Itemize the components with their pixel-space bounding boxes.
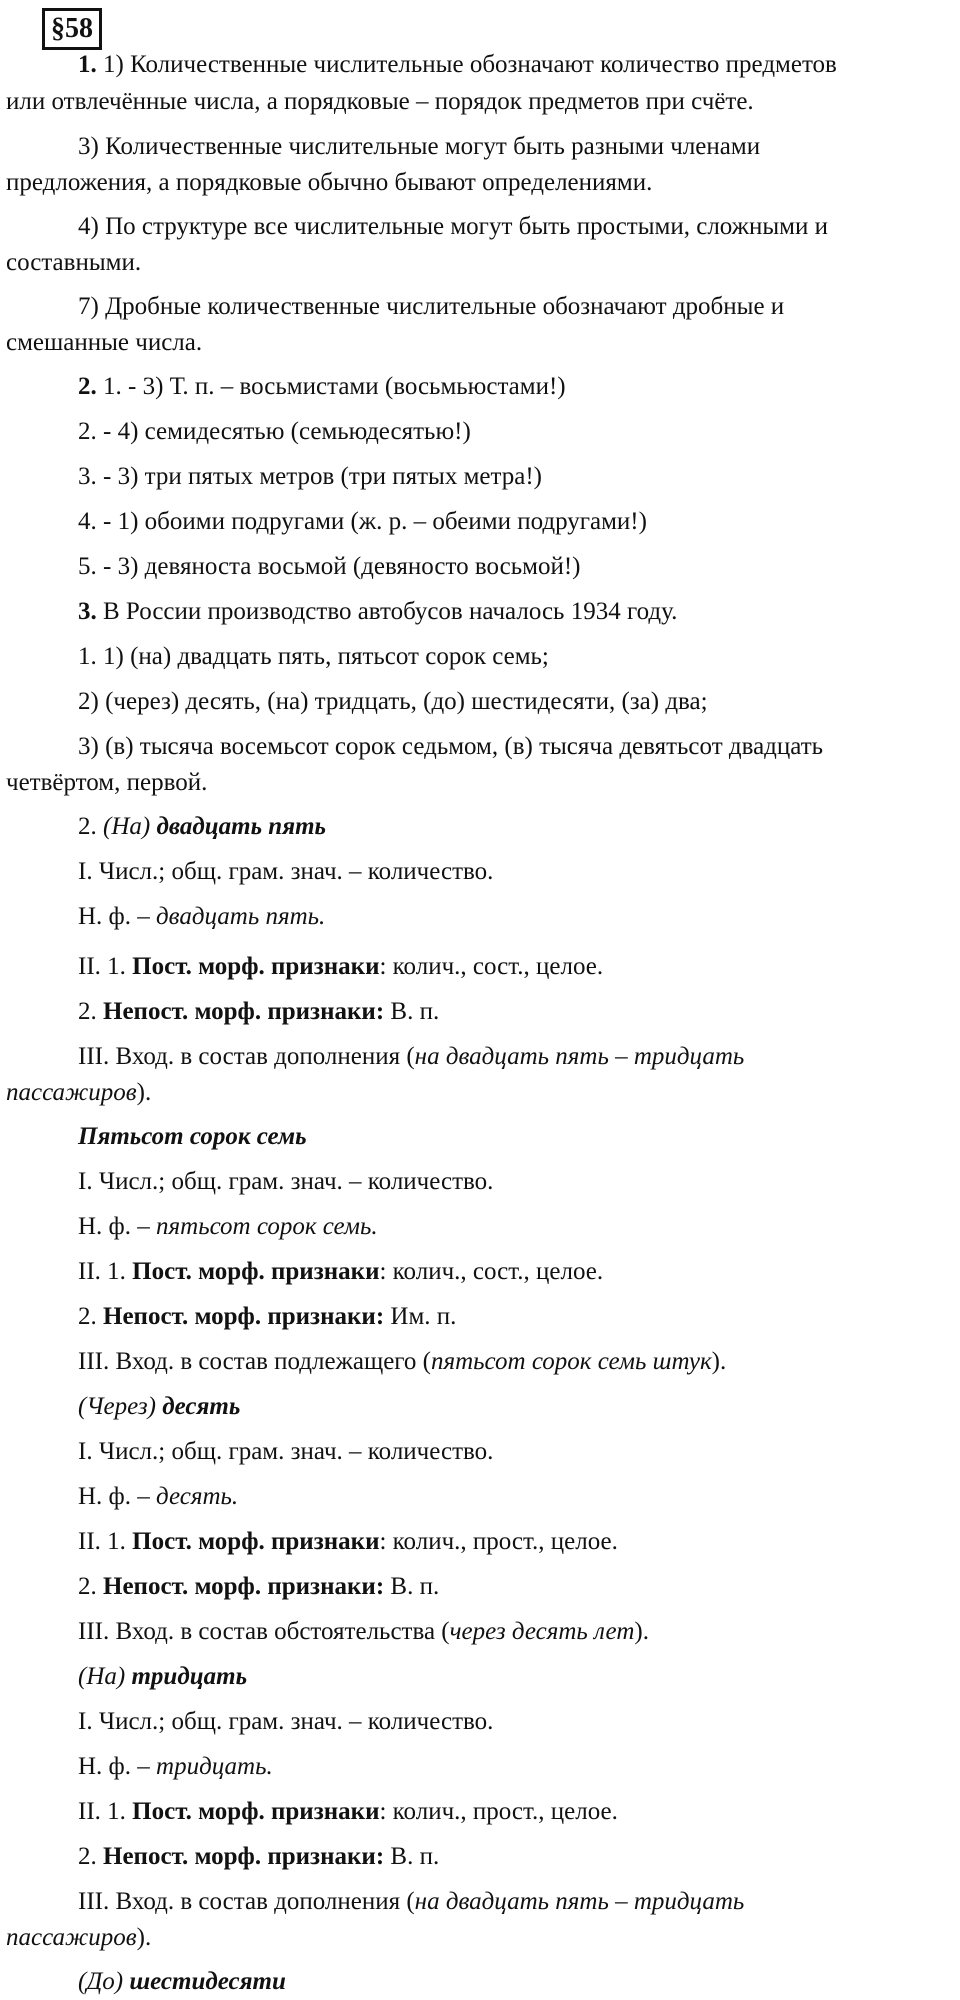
text-line	[0, 1078, 956, 1108]
text-line	[0, 597, 960, 627]
text-line	[0, 168, 956, 198]
text-run: (До)	[78, 1968, 130, 1995]
text-run: В России производство автобусов началось 1934 году.	[96, 598, 678, 625]
text-line	[0, 768, 956, 798]
text-run: В. п.	[384, 1573, 440, 1600]
text-run: Непост. морф. признаки:	[103, 998, 385, 1025]
text-run: : колич., сост., целое.	[379, 1258, 604, 1285]
text-run: на двадцать пять – тридцать	[414, 1043, 745, 1070]
text-line	[0, 952, 960, 982]
text-run: Непост. морф. признаки:	[103, 1843, 385, 1870]
text-run: через десять лет	[449, 1618, 635, 1645]
text-run: Н. ф. –	[78, 1753, 157, 1780]
text-run: Пост. морф. признаки	[132, 1258, 380, 1285]
text-run: предложения, а порядковые обычно бывают определениями.	[6, 169, 653, 196]
text-run: 2.	[78, 1573, 103, 1600]
text-run: Пост. морф. признаки	[132, 1528, 380, 1555]
text-run: 2.	[78, 1303, 103, 1330]
text-line	[0, 1527, 960, 1557]
text-line	[0, 902, 960, 932]
text-run: 2.	[78, 813, 103, 840]
text-line	[0, 1967, 960, 1997]
text-line	[0, 1752, 960, 1782]
text-run: 1.	[78, 51, 97, 78]
text-line	[0, 417, 960, 447]
text-run: тридцать	[131, 1663, 247, 1690]
text-run: Н. ф. –	[78, 1213, 157, 1240]
text-line	[0, 328, 956, 358]
text-run: десять.	[156, 1483, 239, 1510]
text-line	[0, 1482, 960, 1512]
text-run: (На)	[103, 813, 157, 840]
text-line	[0, 1437, 960, 1467]
text-run: В. п.	[384, 1843, 440, 1870]
text-line	[0, 132, 960, 162]
text-run: ).	[711, 1348, 727, 1375]
text-line	[0, 1042, 960, 1072]
text-run: пассажиров	[6, 1079, 137, 1106]
text-run: шестидесяти	[129, 1968, 286, 1995]
text-run: В. п.	[384, 998, 440, 1025]
text-line	[0, 1122, 960, 1152]
text-run: десять	[162, 1393, 241, 1420]
text-run: Н. ф. –	[78, 903, 157, 930]
text-run: Н. ф. –	[78, 1483, 157, 1510]
text-line	[0, 1617, 960, 1647]
text-line	[0, 1167, 960, 1197]
section-heading: §58	[42, 8, 102, 50]
text-line	[0, 507, 960, 537]
text-line	[0, 1257, 960, 1287]
text-line	[0, 1887, 960, 1917]
text-run: III. Вход. в состав обстоятельства (	[78, 1618, 450, 1645]
text-run: Пост. морф. признаки	[132, 1798, 380, 1825]
text-run: 7) Дробные количественные числительные обозначают дробные и	[78, 293, 785, 320]
text-line	[0, 212, 960, 242]
text-run: двадцать пять	[156, 813, 326, 840]
text-line	[0, 1212, 960, 1242]
text-run: пассажиров	[6, 1924, 137, 1951]
text-run: 2. - 4) семидесятью (семьюдесятью!)	[78, 418, 471, 445]
text-run: 1. 1) (на) двадцать пять, пятьсот сорок семь;	[78, 643, 549, 670]
text-run: Пятьсот сорок семь	[78, 1123, 307, 1150]
text-line	[0, 372, 960, 402]
text-run: Пост. морф. признаки	[132, 953, 380, 980]
text-line	[0, 1347, 960, 1377]
text-run: I. Числ.; общ. грам. знач. – количество.	[78, 858, 494, 885]
text-run: ).	[136, 1079, 152, 1106]
text-line	[0, 732, 960, 762]
text-run: 2.	[78, 998, 103, 1025]
text-run: тридцать.	[156, 1753, 273, 1780]
text-run: ).	[136, 1924, 152, 1951]
text-run: (На)	[78, 1663, 132, 1690]
text-run: (Через)	[78, 1393, 163, 1420]
text-run: III. Вход. в состав дополнения (	[78, 1888, 415, 1915]
text-run: ).	[634, 1618, 649, 1645]
text-line	[0, 552, 960, 582]
text-run: 2.	[78, 1843, 103, 1870]
text-line	[0, 50, 960, 80]
text-run: 2) (через) десять, (на) тридцать, (до) шестидесяти, (за) два;	[78, 688, 708, 715]
text-run: 5. - 3) девяноста восьмой (девяносто восьмой!)	[78, 553, 581, 580]
text-run: четвёртом, первой.	[6, 769, 208, 796]
text-run: на двадцать пять – тридцать	[414, 1888, 745, 1915]
text-run: Непост. морф. признаки:	[103, 1573, 385, 1600]
text-run: : колич., прост., целое.	[379, 1528, 618, 1555]
text-run: II. 1.	[78, 1798, 133, 1825]
text-run: пятьсот сорок семь штук	[431, 1348, 712, 1375]
text-run: Непост. морф. признаки:	[103, 1303, 385, 1330]
text-line	[0, 812, 960, 842]
text-run: пятьсот сорок семь.	[156, 1213, 378, 1240]
text-run: : колич., прост., целое.	[379, 1798, 618, 1825]
text-line	[0, 642, 960, 672]
text-line	[0, 1572, 960, 1602]
text-run: I. Числ.; общ. грам. знач. – количество.	[78, 1168, 494, 1195]
text-run: 3.	[78, 598, 97, 625]
text-line	[0, 1392, 960, 1422]
text-line	[0, 462, 960, 492]
text-run: 1. - 3) Т. п. – восьмистами (восьмьюстами!)	[96, 373, 566, 400]
text-line	[0, 857, 960, 887]
text-line	[0, 292, 960, 322]
text-run: смешанные числа.	[6, 329, 203, 356]
text-line	[0, 1842, 960, 1872]
text-run: составными.	[6, 249, 142, 276]
text-run: II. 1.	[78, 1528, 133, 1555]
text-run: или отвлечённые числа, а порядковые – порядок предметов при счёте.	[6, 88, 754, 115]
text-run: 1) Количественные числительные обозначают количество предметов	[96, 51, 837, 78]
text-run: 3) Количественные числительные могут быть разными членами	[78, 133, 761, 160]
text-run: I. Числ.; общ. грам. знач. – количество.	[78, 1438, 494, 1465]
text-run: II. 1.	[78, 953, 133, 980]
text-run: III. Вход. в состав подлежащего (	[78, 1348, 431, 1375]
text-run: : колич., сост., целое.	[379, 953, 604, 980]
text-run: 4. - 1) обоими подругами (ж. р. – обеими подругами!)	[78, 508, 647, 535]
text-run: 4) По структуре все числительные могут быть простыми, сложными и	[78, 213, 828, 240]
text-line	[0, 1707, 960, 1737]
text-line	[0, 87, 956, 117]
text-run: 2.	[78, 373, 97, 400]
text-run: Им. п.	[384, 1303, 457, 1330]
text-line	[0, 997, 960, 1027]
text-line	[0, 1302, 960, 1332]
text-line	[0, 1662, 960, 1692]
text-line	[0, 248, 956, 278]
text-run: III. Вход. в состав дополнения (	[78, 1043, 415, 1070]
text-line	[0, 687, 960, 717]
text-run: I. Числ.; общ. грам. знач. – количество.	[78, 1708, 494, 1735]
text-run: 3) (в) тысяча восемьсот сорок седьмом, (в) тысяча девятьсот двадцать	[78, 733, 824, 760]
text-run: II. 1.	[78, 1258, 133, 1285]
text-run: 3. - 3) три пятых метров (три пятых метра!)	[78, 463, 542, 490]
text-line	[0, 1923, 956, 1953]
text-run: двадцать пять.	[156, 903, 326, 930]
text-line	[0, 1797, 960, 1827]
